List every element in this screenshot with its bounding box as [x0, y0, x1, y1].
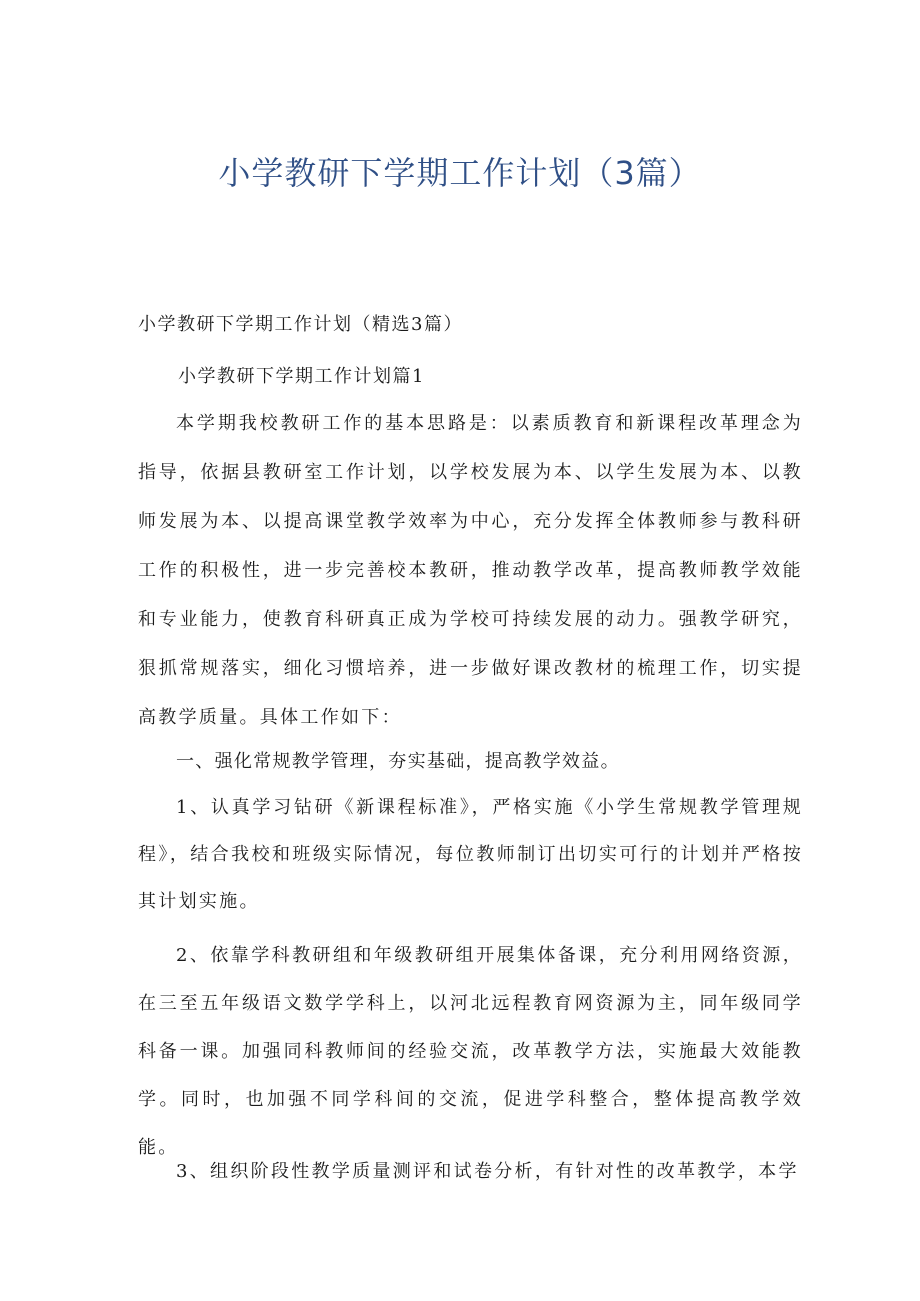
intro-paragraph: 本学期我校教研工作的基本思路是：以素质教育和新课程改革理念为指导，依据县教研室工作计划，以学校发展为本、以学生发展为本、以教师发展为本、以提高课堂教学效率为中心，充分发挥全体教师参与教科研工作的积极性，进一步完善校本教研，推动教学改革，提高教师教学效能和专业能力，使教育科研真正成为学校可持续发展的动力。强教学研究，狠抓常规落实，细化习惯培养，进一步做好课改教材的梳理工作，切实提高教学质量。具体工作如下：: [138, 413, 803, 728]
document-subtitle: 小学教研下学期工作计划（精选3篇）: [138, 314, 463, 335]
document-title: 小学教研下学期工作计划（3篇）: [218, 154, 702, 192]
item-paragraph-3: 3、组织阶段性教学质量测评和试卷分析，有针对性的改革教学，本学: [176, 1161, 799, 1182]
item-paragraph-1: 1、认真学习钻研《新课程标准》，严格实施《小学生常规教学管理规程》，结合我校和班级实际情况，每位教师制订出切实可行的计划并严格按其计划实施。: [138, 797, 803, 912]
heading-paragraph: 一、强化常规教学管理，夯实基础，提高教学效益。: [176, 751, 620, 772]
section-title: 小学教研下学期工作计划篇1: [178, 366, 425, 387]
item-paragraph-2: 2、依靠学科教研组和年级教研组开展集体备课，充分利用网络资源，在三至五年级语文数学学科上，以河北远程教育网资源为主，同年级同学科备一课。加强同科教师间的经验交流，改革教学方法，实施最大效能教学。同时，也加强不同学科间的交流，促进学科整合，整体提高教学效能。: [138, 945, 803, 1158]
